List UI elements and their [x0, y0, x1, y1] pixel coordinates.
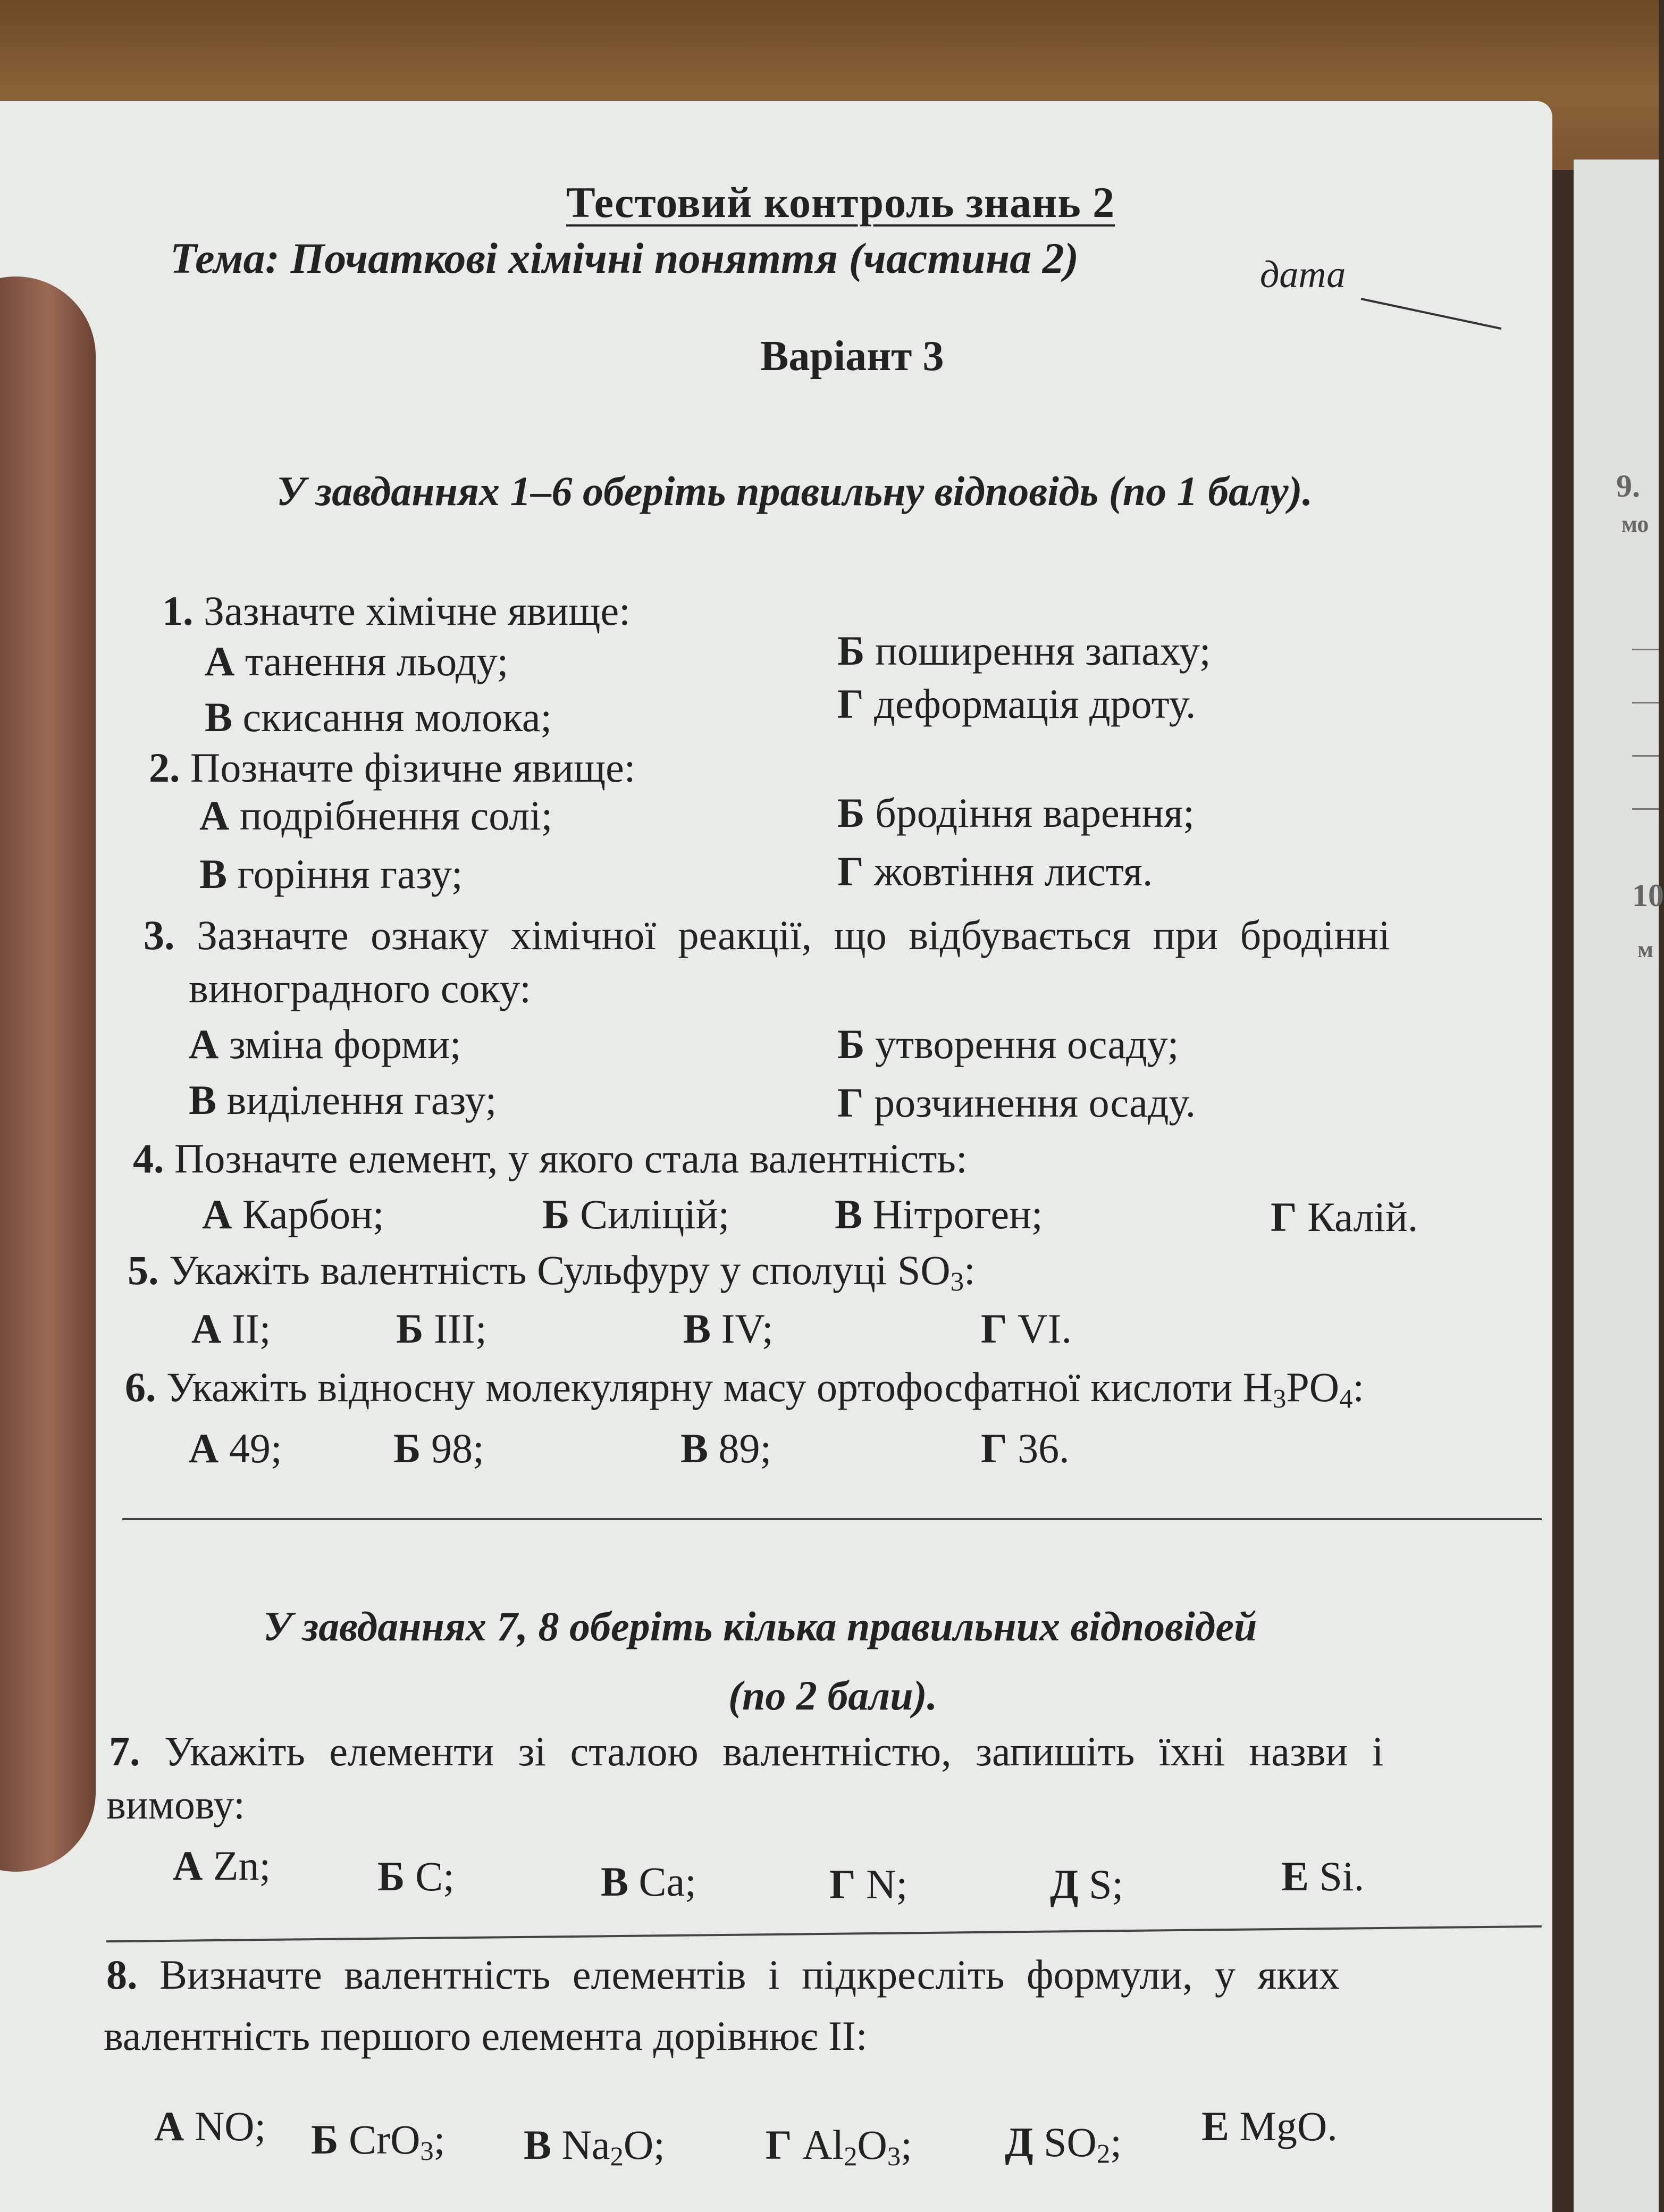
right-page-mark-mo: мо [1621, 511, 1649, 537]
option-e: Е Si. [1281, 1853, 1365, 1899]
page-title: Тестовий контроль знань 2 [566, 178, 1115, 227]
question-2: 2. Позначте фізичне явище: [149, 744, 636, 791]
option-v: В $Na_2O$; [524, 2122, 665, 2172]
option-b: Б III; [396, 1305, 487, 1352]
option-v: В Ca; [601, 1858, 696, 1905]
question-4: 4. Позначте елемент, у якого стала валентність: [133, 1135, 968, 1182]
option-a: А зміна форми; [189, 1021, 461, 1067]
option-b: Б утворення осаду; [837, 1021, 1179, 1067]
option-b: Б 98; [393, 1425, 484, 1471]
section2-instruction-points: (по 2 бали). [728, 1672, 938, 1719]
option-v: В 89; [680, 1425, 772, 1471]
option-a: А подрібнення солі; [199, 792, 553, 839]
section-divider [122, 1518, 1542, 1520]
option-b: Б Силіцій; [542, 1191, 730, 1237]
option-b: Б CrO$_3$; [311, 2116, 446, 2166]
option-g: Г деформація дроту. [837, 681, 1196, 727]
question-8-continued: валентність першого елемента дорівнює II: [104, 2013, 868, 2059]
option-v: В горіння газу; [199, 851, 463, 897]
option-a: А Zn; [173, 1842, 271, 1889]
section-divider [106, 1925, 1542, 1942]
question-5: 5. Укажіть валентність Сульфуру у сполуці $SO_3$: [128, 1247, 976, 1297]
option-a: А 49; [189, 1425, 282, 1471]
option-a: А Карбон; [202, 1191, 384, 1237]
right-page-mark-9: 9. [1616, 468, 1640, 504]
question-3-continued: виноградного соку: [189, 965, 531, 1011]
option-g: Г Калій. [1271, 1194, 1418, 1240]
question-7-continued: вимову: [106, 1781, 245, 1828]
option-g: Г 36. [981, 1425, 1070, 1471]
right-page-mark-10: 10 [1632, 878, 1664, 913]
option-g: Г N; [829, 1861, 908, 1907]
variant-heading: Варіант 3 [760, 333, 944, 380]
question-number: 1. [162, 588, 194, 634]
option-e: Е MgO. [1201, 2103, 1338, 2149]
option-g: Г VI. [981, 1305, 1072, 1352]
date-label: дата [1260, 253, 1346, 296]
option-a: А танення льоду; [205, 638, 509, 684]
question-text: Зазначте хімічне явище: [204, 588, 631, 634]
option-v: В виділення газу; [189, 1077, 497, 1123]
date-field-line [1361, 298, 1502, 330]
option-a: А II; [191, 1305, 271, 1352]
option-d: Д $SO_2$; [1005, 2119, 1122, 2169]
question-1 [162, 590, 631, 632]
topic-line: Тема: Початкові хімічні поняття (частина 2) [170, 234, 1079, 282]
option-g: Г розчинення осаду. [837, 1079, 1196, 1126]
option-g: Г $Al_2O_3$; [766, 2122, 912, 2172]
section1-instruction: У завданнях 1–6 оберіть правильну відповідь (по 1 балу). [276, 468, 1313, 514]
option-g: Г жовтіння листя. [837, 848, 1153, 894]
question-6: 6. Укажіть відносну молекулярну масу ортофосфатної кислоти $H_3PO_4$: [125, 1364, 1365, 1414]
right-page-mark-m: м [1637, 936, 1653, 962]
option-a: А NO; [154, 2103, 266, 2149]
question-3: 3. Зазначте ознаку хімічної реакції, що відбувається при бродінні [144, 912, 1390, 958]
question-8: 8. Визначте валентність елементів і підкресліть формули, у яких [106, 1951, 1340, 1998]
section2-instruction: У завданнях 7, 8 оберіть кілька правильних відповідей [263, 1603, 1257, 1649]
option-b: Б поширення запаху; [837, 627, 1211, 674]
option-v: В IV; [683, 1305, 774, 1352]
option-v: В Нітроген; [835, 1191, 1043, 1237]
question-7: 7. Укажіть елементи зі сталою валентністю, запишіть їхні назви і [109, 1728, 1384, 1774]
option-b: Б C; [377, 1853, 455, 1899]
option-d: Д S; [1050, 1861, 1124, 1907]
option-v: В скисання молока; [205, 694, 552, 740]
option-b: Б бродіння варення; [837, 790, 1195, 836]
